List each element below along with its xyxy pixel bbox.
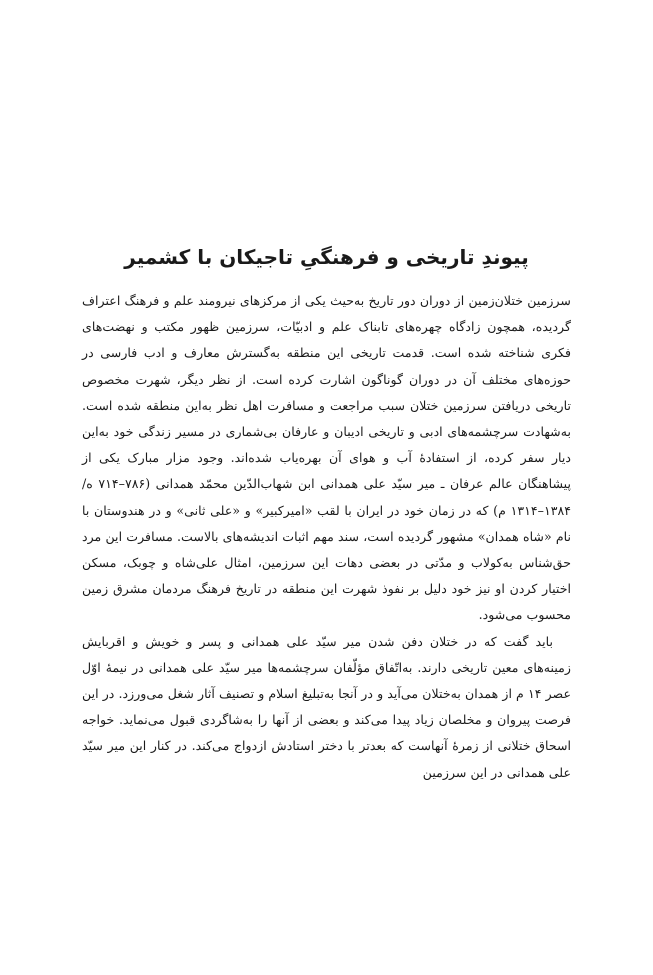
- paragraph-2: باید گفت که در ختلان دفن شدن میر سیّد علی همدانی و پسر و خویش و اقربایش زمینه‌های معین تاریخی دارند. به‌اتّفاق مؤلّفان سرچشمه‌ها میر سیّد علی همدانی در نیمهٔ اوّل عصر ۱۴ م از همدان به‌ختلان می‌آید و در آنجا به‌تبلیغ اسلام و تصنیف آثار شغل می‌ورزد. در این فرصت پیروان و مخلصان زیاد پیدا می‌کند و بعضی از آنها را به‌شاگردی قبول می‌نماید. خواجه اسحاق ختلانی از زمرهٔ آنهاست که بعدتر با دختر استادش ازدواج می‌کند. در کنار این میر سیّد علی همدانی در این سرزمین: [82, 633, 571, 780]
- chapter-title: پیوندِ تاریخی و فرهنگیِ تاجیکان با کشمیر: [124, 245, 529, 269]
- body-text: [82, 288, 571, 786]
- paragraph-1: سرزمین ختلان‌زمین از دوران دور تاریخ به‌حیث یکی از مرکزهای نیرومند علم و فرهنگ اعتراف گردیده، همچون زادگاه چهره‌های تابناک علم و ادبیّات، سرزمین ظهور مکتب و نهضت‌های فکری شناخته شده است. قدمت تاریخی این منطقه به‌گسترش معارف و ادب فارسی در حوزه‌های مختلف آن در دوران گوناگون اشارت کرده است. از نظر دیگر، شهرت مخصوص تاریخی دریافتن سرزمین ختلان سبب مراجعت و مسافرت اهل نظر به‌این منطقه شده است. به‌شهادت سرچشمه‌های ادبی و تاریخی ادیبان و عارفان بی‌شماری در مسیر زندگی خود به‌این دیار سفر کرده، از استفادهٔ آب و هوای آن بهره‌یاب شده‌اند. وجود مزار مبارک یکی از پیشاهنگان عالم عرفان ـ میر سیّد علی همدانی ابن شهاب‌الدّین محمّد همدانی (۷۸۶–۷۱۴ ه/۱۳۸۴–۱۳۱۴ م) که در زمان خود در ایران با لقب «امیرکبیر» و «علی ثانی» و در هندوستان با نام «شاه همدان» مشهور گردیده است، سند مهم اثبات اندیشه‌های بالاست. مسافرت این مرد حق‌شناس به‌کولاب و مدّتی در بعضی دهات این سرزمین، امثال علی‌شاه و چوبک، مسکن اختیار کردن او نیز خود دلیل بر نفوذ شهرت این منطقه در تاریخ فرهنگ مردمان مشرق زمین محسوب می‌شود.: [82, 293, 571, 623]
